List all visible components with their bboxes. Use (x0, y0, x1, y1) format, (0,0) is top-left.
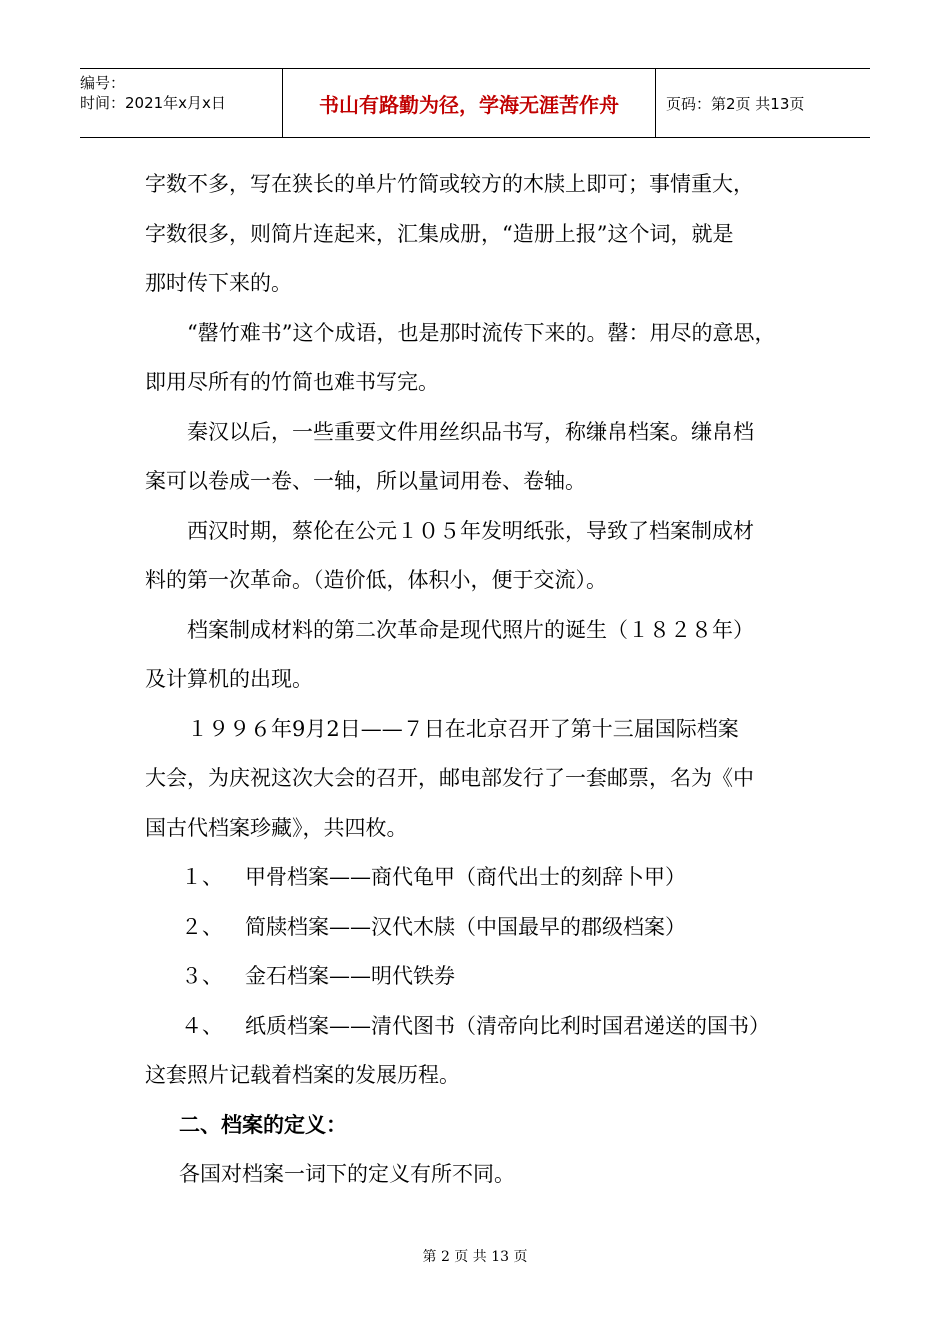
list-item-text: 甲骨档案——商代龟甲（商代出士的刻辞卜甲） (245, 865, 686, 889)
paragraph-line: 这套照片记载着档案的发展历程。 (145, 1063, 460, 1087)
paragraph-line: 及计算机的出现。 (145, 667, 313, 691)
header-meta (80, 69, 282, 137)
page-footer: 第 2 页 共 13 页 (422, 1249, 528, 1265)
paragraph-line: １９９６年9月2日——７日在北京召开了第十三届国际档案 (187, 716, 739, 741)
list-item-number: ２、 (181, 914, 223, 939)
paragraph-line: 各国对档案一词下的定义有所不同。 (179, 1162, 515, 1186)
list-item (145, 903, 825, 953)
paragraph-line: 秦汉以后，一些重要文件用丝织品书写，称缣帛档案。缣帛档 (187, 419, 754, 444)
paragraph-line: 即用尽所有的竹简也难书写完。 (145, 370, 439, 394)
list-item-number: １、 (181, 865, 223, 889)
paragraph-line: 案可以卷成一卷、一轴，所以量词用卷、卷轴。 (145, 469, 586, 493)
list-item-number: ３、 (181, 964, 223, 988)
header-motto: 书山有路勤为径，学海无涯苦作舟 (282, 69, 656, 137)
paragraph-line: 料的第一次革命。（造价低，体积小，便于交流）。 (145, 568, 607, 592)
paragraph-line: 那时传下来的。 (145, 271, 292, 295)
time-label: 时间：2021年x月x日 (80, 94, 226, 112)
paragraph-line: 字数不多，写在狭长的单片竹简或较方的木牍上即可；事情重大， (145, 172, 754, 196)
paragraph-line: 国古代档案珍藏》，共四枚。 (145, 815, 408, 840)
page-header (80, 68, 870, 138)
header-page-info: 页码：第2页 共13页 (666, 94, 805, 113)
list-item (145, 952, 825, 1002)
list-item-number: ４、 (181, 1013, 223, 1038)
list-item-text: 金石档案——明代铁券 (245, 964, 455, 988)
document-body (145, 160, 825, 1200)
paragraph-line: 字数很多，则简片连起来，汇集成册，“造册上报”这个词，就是 (145, 221, 734, 246)
serial-label: 编号： (80, 74, 126, 92)
list-item (145, 1002, 825, 1052)
paragraph-line: 档案制成材料的第二次革命是现代照片的诞生（１８２８年） (187, 617, 754, 642)
list-item (145, 853, 825, 903)
section-heading: 二、档案的定义： (179, 1112, 347, 1137)
list-item-text: 简牍档案——汉代木牍（中国最早的郡级档案） (245, 914, 686, 939)
paragraph-line: 西汉时期，蔡伦在公元１０５年发明纸张，导致了档案制成材 (187, 518, 754, 543)
paragraph-line: “罄竹难书”这个成语，也是那时流传下来的。罄：用尽的意思， (187, 320, 776, 345)
list-item-text: 纸质档案——清代图书（清帝向比利时国君递送的国书） (245, 1013, 770, 1038)
paragraph-line: 大会，为庆祝这次大会的召开，邮电部发行了一套邮票，名为《中 (145, 766, 754, 790)
